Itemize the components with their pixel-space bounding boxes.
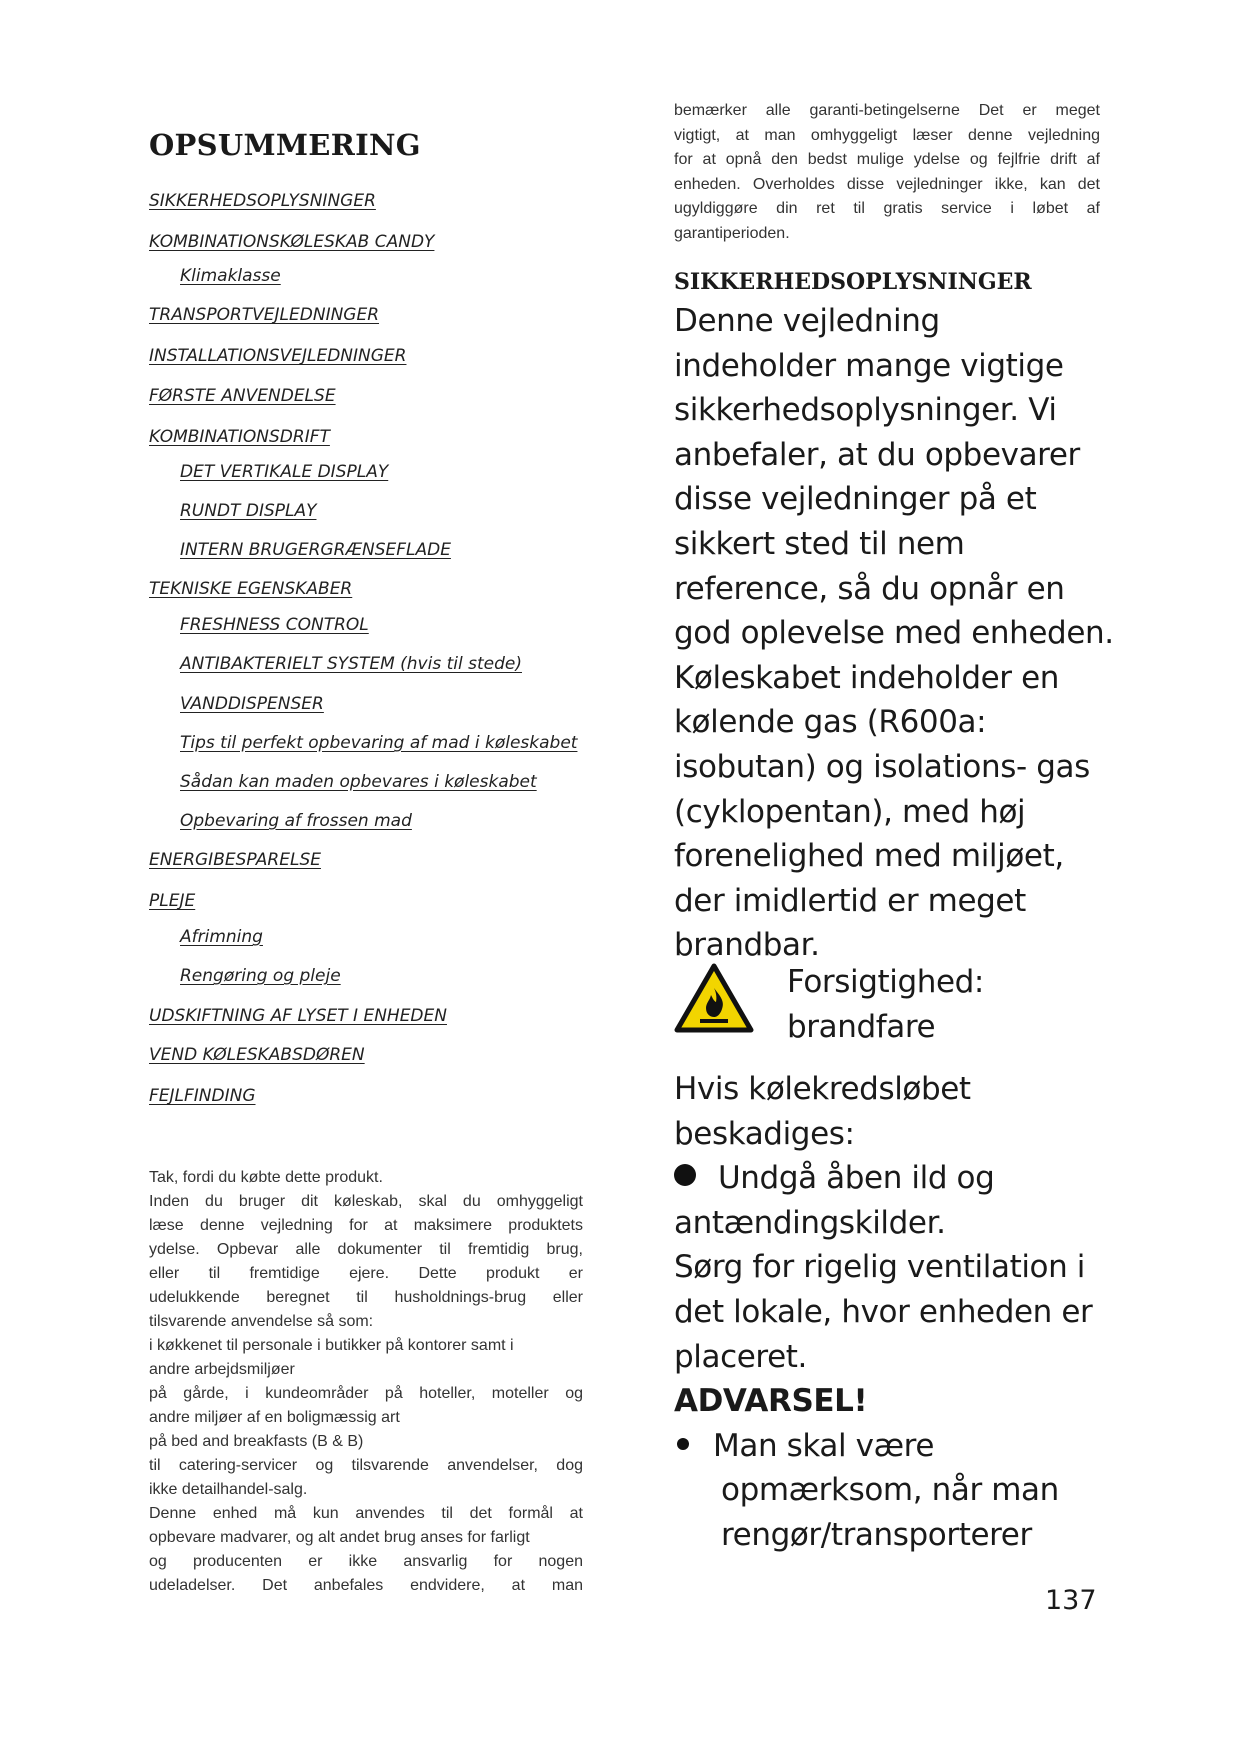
safety-line: reference, så du opnår en (674, 570, 1065, 607)
intro-line: andre miljøer af en boligmæssig art (149, 1409, 400, 1426)
toc-item[interactable]: VEND KØLESKABSDØREN (149, 1045, 365, 1065)
continued-line: ugyldiggøre din ret til gratis service i løbet af (674, 200, 1100, 217)
toc-item[interactable]: TEKNISKE EGENSKABER (149, 579, 353, 599)
intro-line: udelukkende beregnet til husholdnings-brug eller (149, 1289, 583, 1306)
safety-line: brandbar. (674, 927, 820, 964)
toc-item[interactable]: SIKKERHEDSOPLYSNINGER (149, 191, 376, 211)
toc-item[interactable]: FØRSTE ANVENDELSE (149, 386, 336, 406)
continued-line: enheden. Overholdes disse vejledninger ikke, kan det (674, 175, 1100, 193)
safety-line: der imidlertid er meget (674, 882, 1026, 919)
toc-subitem[interactable]: ANTIBAKTERIELT SYSTEM (hvis til stede) (180, 654, 522, 674)
caution-line: brandfare (787, 1008, 936, 1045)
continued-paragraph (674, 99, 1100, 246)
intro-line: læse denne vejledning for at maksimere produktets (149, 1217, 583, 1234)
intro-line: Denne enhed må kun anvendes til det formål at (149, 1505, 583, 1522)
intro-line: andre arbejdsmiljøer (149, 1361, 295, 1378)
toc-item[interactable]: ENERGIBESPARELSE (149, 850, 321, 870)
caution-line: Forsigtighed: (787, 964, 984, 1000)
toc-subitem[interactable]: Klimaklasse (180, 266, 281, 286)
toc-subitem[interactable]: VANDDISPENSER (180, 694, 324, 714)
bullet-continuation: opmærksom, når man (721, 1472, 1059, 1509)
intro-line: ikke detailhandel-salg. (149, 1481, 308, 1498)
safety-text (674, 299, 1124, 968)
intro-paragraph (149, 1166, 583, 1598)
damage-line: beskadiges: (674, 1115, 855, 1152)
intro-line: tilsvarende anvendelse så som: (149, 1313, 374, 1330)
toc-subitem[interactable]: INTERN BRUGERGRÆNSEFLADE (180, 540, 451, 560)
intro-line: på bed and breakfasts (B & B) (149, 1433, 364, 1450)
flammable-warning-icon (674, 962, 754, 1034)
toc-item[interactable]: UDSKIFTNING AF LYSET I ENHEDEN (149, 1006, 447, 1026)
intro-line: på gårde, i kundeområder på hoteller, moteller og (149, 1385, 583, 1402)
safety-line: god oplevelse med enheden. (674, 615, 1114, 652)
ventilation-line: Sørg for rigelig ventilation i (674, 1249, 1086, 1286)
toc-subitem[interactable]: RUNDT DISPLAY (180, 501, 317, 521)
toc-item[interactable]: FEJLFINDING (149, 1086, 256, 1106)
section-heading: SIKKERHEDSOPLYSNINGER (674, 269, 1032, 295)
toc-subitem[interactable]: Rengøring og pleje (180, 966, 341, 986)
safety-line: kølende gas (R600a: (674, 704, 987, 741)
intro-line: i køkkenet til personale i butikker på kontorer samt i (149, 1337, 514, 1354)
page-number: 137 (1045, 1585, 1097, 1616)
toc-title: OPSUMMERING (149, 128, 421, 162)
toc-item[interactable]: KOMBINATIONSKØLESKAB CANDY (149, 232, 435, 252)
safety-line: Denne vejledning (674, 303, 940, 339)
continued-line: bemærker alle garanti-betingelserne Det er meget (674, 102, 1100, 119)
safety-line: sikkert sted til nem (674, 525, 965, 562)
intro-line: opbevare madvarer, og alt andet brug anses for farligt (149, 1529, 530, 1546)
bullet-continuation: antændingskilder. (674, 1204, 946, 1241)
intro-line: til catering-servicer og tilsvarende anvendelser, dog (149, 1457, 583, 1474)
intro-line: udeladelser. Det anbefales endvidere, at man (149, 1577, 583, 1594)
safety-line: anbefaler, at du opbevarer (674, 436, 1080, 473)
toc-subitem[interactable]: Tips til perfekt opbevaring af mad i køleskabet (180, 733, 578, 753)
intro-line: og producenten er ikke ansvarlig for nogen (149, 1553, 583, 1570)
damage-instructions (674, 1067, 1124, 1558)
bullet-icon (677, 1438, 689, 1450)
safety-line: Køleskabet indeholder en (674, 659, 1059, 696)
toc-subitem[interactable]: DET VERTIKALE DISPLAY (180, 462, 389, 482)
warning-heading: ADVARSEL! (674, 1383, 868, 1420)
bullet-icon (674, 1164, 696, 1186)
bullet-text: Man skal være (713, 1427, 934, 1464)
bullet-continuation: rengør/transporterer (721, 1516, 1032, 1553)
safety-line: isobutan) og isolations- gas (674, 748, 1090, 785)
continued-line: for at opnå den bedst mulige ydelse og fejlfrie drift af (674, 151, 1100, 168)
toc-item[interactable]: KOMBINATIONSDRIFT (149, 427, 330, 447)
toc-item[interactable]: TRANSPORTVEJLEDNINGER (149, 305, 380, 325)
safety-line: (cyklopentan), med høj (674, 793, 1026, 830)
toc-subitem[interactable]: FRESHNESS CONTROL (180, 615, 369, 635)
intro-line: eller til fremtidige ejere. Dette produkt er (149, 1265, 583, 1282)
intro-line: Inden du bruger dit køleskab, skal du omhyggeligt (149, 1193, 583, 1210)
bullet-item (674, 1424, 1124, 1469)
bullet-item (674, 1156, 1124, 1201)
continued-line: vigtigt, at man omhyggeligt læser denne vejledning (674, 126, 1100, 144)
caution-label (787, 960, 984, 1049)
safety-line: forenelighed med miljøet, (674, 838, 1064, 875)
toc-subitem[interactable]: Sådan kan maden opbevares i køleskabet (180, 772, 537, 792)
toc-subitem[interactable]: Afrimning (180, 927, 263, 947)
continued-line: garantiperioden. (674, 224, 790, 242)
bullet-text: Undgå åben ild og (718, 1160, 995, 1197)
toc-subitem[interactable]: Opbevaring af frossen mad (180, 811, 412, 831)
intro-line: Tak, fordi du købte dette produkt. (149, 1169, 383, 1186)
toc-item[interactable]: INSTALLATIONSVEJLEDNINGER (149, 346, 407, 366)
damage-line: Hvis kølekredsløbet (674, 1071, 971, 1107)
ventilation-line: det lokale, hvor enheden er (674, 1293, 1093, 1330)
toc-item[interactable]: PLEJE (149, 891, 196, 911)
safety-line: disse vejledninger på et (674, 481, 1037, 518)
safety-line: indeholder mange vigtige (674, 347, 1064, 384)
safety-line: sikkerhedsoplysninger. Vi (674, 392, 1057, 429)
intro-line: ydelse. Opbevar alle dokumenter til fremtidig brug, (149, 1241, 583, 1258)
ventilation-line: placeret. (674, 1338, 807, 1375)
